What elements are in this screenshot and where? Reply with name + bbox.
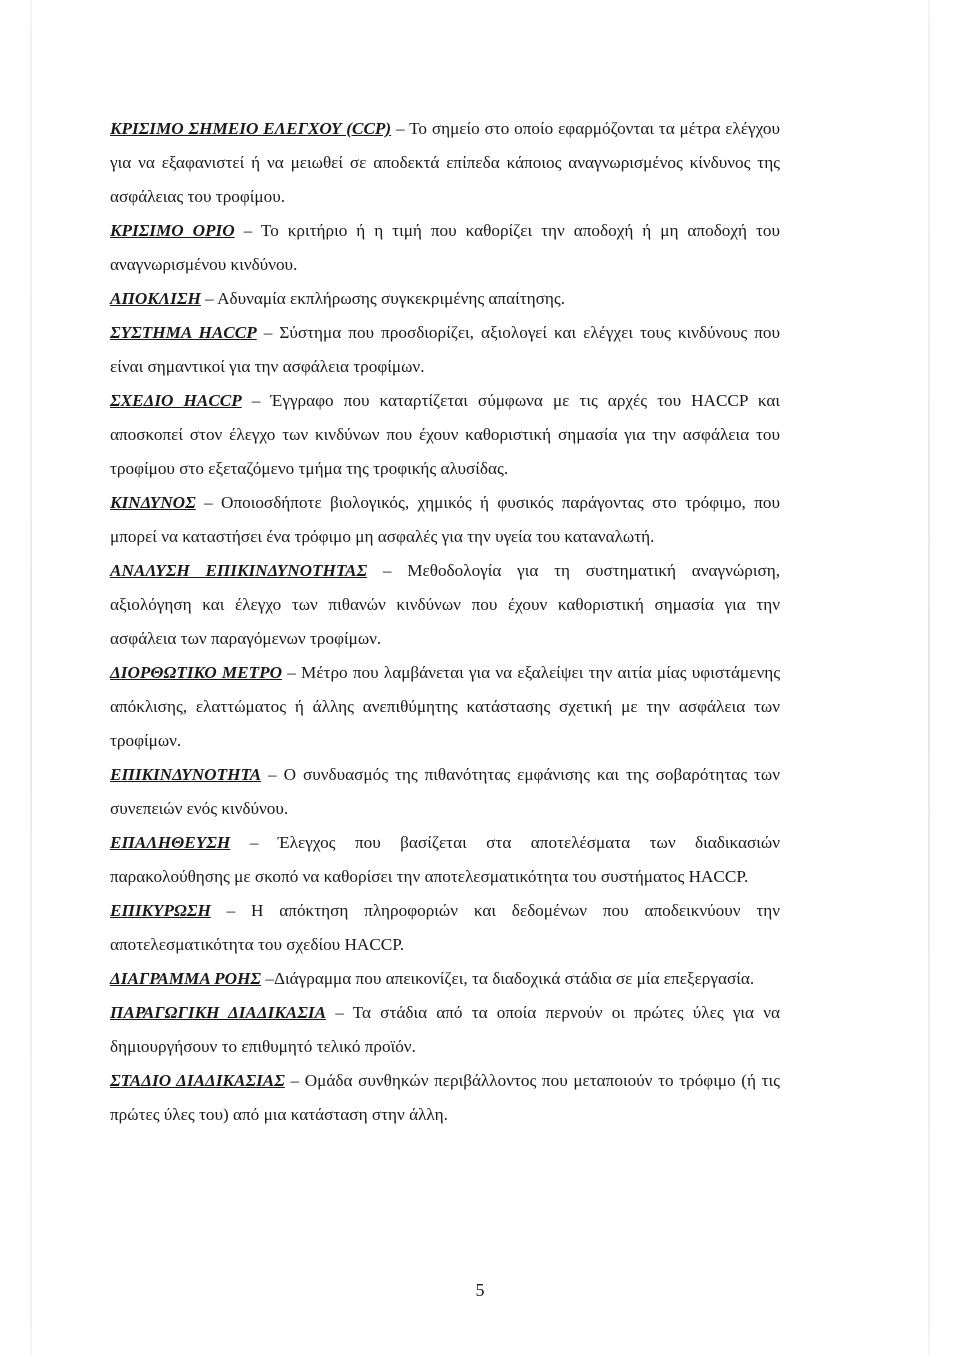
page-number: 5 [475,1280,485,1300]
definition-text: – Μέτρο που λαμβάνεται για να εξαλείψει την αιτία μίας υφιστάμενης απόκλισης, ελαττώματος ή άλλης ανεπιθύμητης κατάστασης σχετική με την ασφάλεια των τροφίμων. [110,663,781,750]
definition-verification [110,826,780,894]
definition-text: – Έλεγχος που βασίζεται στα αποτελέσματα των διαδικασιών παρακολούθησης με σκοπό να καθορίσει την αποτελεσματικότητα του συστήματος HACCP. [110,833,780,886]
term: ΑΠΟΚΛΙΣΗ [110,289,201,308]
definition-haccp-plan [110,384,780,486]
scan-edge-right [928,0,930,1355]
term: ΕΠΑΛΗΘΕΥΣΗ [110,833,231,852]
term: ΚΡΙΣΙΜΟ ΟΡΙΟ [110,221,235,240]
definition-text: – Ομάδα συνθηκών περιβάλλοντος που μεταποιούν το τρόφιμο (ή τις πρώτες ύλες του) από μια κατάσταση στην άλλη. [110,1071,780,1124]
definition-text: – Ο συνδυασμός της πιθανότητας εμφάνισης και της σοβαρότητας των συνεπειών ενός κινδύνου. [110,765,780,818]
definition-text: – Το σημείο στο οποίο εφαρμόζονται τα μέτρα ελέγχου για να εξαφανιστεί ή να μειωθεί σε αποδεκτά επίπεδα κάποιος αναγνωρισμένος κίνδυνος της ασφάλειας του τροφίμου. [110,119,781,206]
definition-deviation [110,282,780,316]
term: ΠΑΡΑΓΩΓΙΚΗ ΔΙΑΔΙΚΑΣΙΑ [110,1003,327,1022]
term: ΑΝΑΛΥΣΗ ΕΠΙΚΙΝΔΥΝΟΤΗΤΑΣ [110,561,368,580]
definition-text: – Τα στάδια από τα οποία περνούν οι πρώτες ύλες για να δημιουργήσουν το επιθυμητό τελικό προϊόν. [110,1003,780,1056]
definition-text: – Σύστημα που προσδιορίζει, αξιολογεί και ελέγχει τους κινδύνους που είναι σημαντικοί για την ασφάλεια τροφίμων. [110,323,780,376]
term: ΣΤΑΔΙΟ ΔΙΑΔΙΚΑΣΙΑΣ [110,1071,285,1090]
term: ΚΡΙΣΙΜΟ ΣΗΜΕΙΟ ΕΛΕΓΧΟΥ (CCP) [110,119,392,138]
definition-text: – Αδυναμία εκπλήρωσης συγκεκριμένης απαίτησης. [200,289,565,308]
definition-flow-diagram [110,962,780,996]
term: ΣΥΣΤΗΜΑ HACCP [110,323,257,342]
definition-text: – Η απόκτηση πληροφοριών και δεδομένων που αποδεικνύουν την αποτελεσματικότητα του σχεδίου HACCP. [110,901,780,954]
definition-text: – Το κριτήριο ή η τιμή που καθορίζει την αποδοχή ή μη αποδοχή του αναγνωρισμένου κινδύνου. [110,221,780,274]
definition-ccp [110,112,780,214]
definition-text: – Οποιοσδήποτε βιολογικός, χημικός ή φυσικός παράγοντας στο τρόφιμο, που μπορεί να καταστήσει ένα τρόφιμο μη ασφαλές για την υγεία του καταναλωτή. [110,493,780,546]
definition-critical-limit [110,214,780,282]
glossary-content [110,112,780,1132]
definition-hazard [110,486,780,554]
definition-text: –Διάγραμμα που απεικονίζει, τα διαδοχικά στάδια σε μία επεξεργασία. [261,969,755,988]
term: ΔΙΑΓΡΑΜΜΑ ΡΟΗΣ [110,969,262,988]
definition-risk [110,758,780,826]
definition-production-process [110,996,780,1064]
scan-edge-left [30,0,32,1355]
definition-process-step [110,1064,780,1132]
term: ΔΙΟΡΘΩΤΙΚΟ ΜΕΤΡΟ [110,663,283,682]
definition-hazard-analysis [110,554,780,656]
definition-text: – Έγγραφο που καταρτίζεται σύμφωνα με τις αρχές του HACCP και αποσκοπεί στον έλεγχο των κινδύνων που έχουν καθοριστική σημασία για την ασφάλεια του τροφίμου στο εξεταζόμενο τμήμα της τροφικής αλυσίδας. [110,391,780,478]
definition-text: – Μεθοδολογία για τη συστηματική αναγνώριση, αξιολόγηση και έλεγχο των πιθανών κινδύνων που έχουν καθοριστική σημασία για την ασφάλεια των παραγόμενων τροφίμων. [110,561,780,648]
term: ΕΠΙΚΙΝΔΥΝΟΤΗΤΑ [110,765,262,784]
definition-validation [110,894,780,962]
term: ΚΙΝΔΥΝΟΣ [110,493,196,512]
term: ΣΧΕΔΙΟ HACCP [110,391,242,410]
definition-corrective-action [110,656,780,758]
term: ΕΠΙΚΥΡΩΣΗ [110,901,211,920]
definition-haccp-system [110,316,780,384]
